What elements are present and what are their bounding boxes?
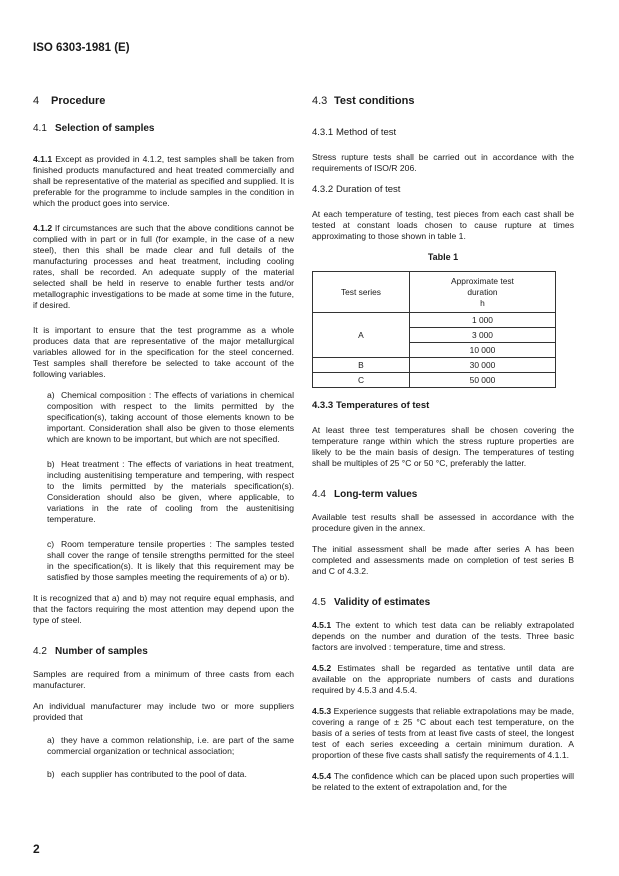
para-recognized: It is recognized that a) and b) may not require equal emphasis, and that the factors requiring the most attention may depend upon the type of steel.	[33, 593, 294, 625]
list-item-4-2-a: a) they have a common relationship, i.e. are part of the same commercial organization or technical association;	[47, 735, 294, 756]
table-row: C 50 000	[313, 373, 556, 388]
para-4-4-b: The initial assessment shall be made after series A has been completed and assessments made on completion of test series B and C of 4.3.2.	[312, 544, 574, 576]
para-4-5-2: 4.5.2 Estimates shall be regarded as tentative until data are available on the appropriate numbers of casts and durations required by 4.5.3 and 4.5.4.	[312, 663, 574, 695]
list-item-a: a) Chemical composition : The effects of variations in chemical composition with respect to the limits permitted by the specification(s), taking account of those elements known to be important. Consideration shall also be given to those elements which are known to be important, but which are not specified.	[47, 390, 294, 444]
page-number: 2	[33, 842, 40, 856]
table-row: 10 000	[313, 343, 556, 358]
heading-4-3: 4.3 Test conditions	[312, 95, 415, 107]
heading-4-4: 4.4 Long-term values	[312, 489, 418, 500]
table-caption: Table 1	[427, 252, 459, 262]
heading-4-3-3: 4.3.3 Temperatures of test	[312, 400, 430, 411]
heading-4-2: 4.2 Number of samples	[33, 646, 148, 657]
list-item-c: c) Room temperature tensile properties : The samples tested shall cover the range of tensile strengths permitted for the steel in the specification(s). It is likely that this requirement may be satisfied by those samples meeting the requirements of a) or b).	[47, 539, 294, 582]
col-header-series: Test series	[313, 272, 410, 313]
para-4-1-2: 4.1.2 If circumstances are such that the above conditions cannot be complied with in part or in full (for example, in the case of a new steel), then this shall be made clear and full details of the manufacturing processes and heat treatment, including cooling rates, shall be recorded. An adequate supply of the material selected shall be held in reserve to enable further tests and/or metallographic investigations to be made at some time in the future, if desired.	[33, 223, 294, 310]
para-4-2-b: An individual manufacturer may include two or more suppliers provided that	[33, 701, 294, 722]
para-4-2-a: Samples are required from a minimum of three casts from each manufacturer.	[33, 669, 294, 690]
test-duration-table	[312, 271, 556, 388]
para-4-3-1: Stress rupture tests shall be carried out in accordance with the requirements of ISO/R 206.	[312, 152, 574, 173]
list-item-4-2-b: b) each supplier has contributed to the pool of data.	[47, 769, 247, 779]
left-column	[33, 96, 294, 790]
table-row: B 30 000	[313, 358, 556, 373]
para-4-4-a: Available test results shall be assessed in accordance with the procedure given in the annex.	[312, 512, 574, 533]
table-row: 3 000	[313, 328, 556, 343]
para-important: It is important to ensure that the test programme as a whole produces data that are representative of the major metallurgical variables allowed for in the specification for the steel concerned. Test samples shall therefore be selected to take account of the following variables.	[33, 325, 294, 379]
right-column	[312, 96, 574, 803]
heading-4: 4 Procedure	[33, 95, 106, 107]
heading-4-3-2: 4.3.2 Duration of test	[312, 184, 401, 195]
heading-4-1: 4.1 Selection of samples	[33, 123, 155, 134]
para-4-5-3: 4.5.3 Experience suggests that reliable extrapolations may be made, covering a range of ± 25 °C about each test temperature, on the basis of a series of tests from at least five casts of steel, the longest test of each series exceeding a certain minimum duration. A proportion of these five casts shall satisfy the requirements of 4.1.1.	[312, 706, 574, 760]
table-row: A 1 000	[313, 313, 556, 328]
document-header: ISO 6303-1981 (E)	[33, 42, 130, 54]
para-4-3-2: At each temperature of testing, test pieces from each cast shall be tested at constant loads chosen to cause rupture at times approximating to those shown in table 1.	[312, 209, 574, 241]
heading-4-5: 4.5 Validity of estimates	[312, 597, 431, 608]
para-4-5-4: 4.5.4 The confidence which can be placed upon such properties will be related to the extent of extrapolation and, for the	[312, 771, 574, 792]
col-header-duration: Approximate test duration h	[409, 272, 555, 313]
para-4-1-1: 4.1.1 Except as provided in 4.1.2, test samples shall be taken from finished products manufactured and heat treated commercially and shall be representative of the material as specified and supplied. It is preferable for the programme to include samples in the condition in which the product goes into service.	[33, 154, 294, 208]
para-4-3-3: At least three test temperatures shall be chosen covering the temperature range within which the stress rupture properties are likely to be the main basis of design. The temperatures of testing shall be multiples of 25 °C or 50 °C, preferably the latter.	[312, 425, 574, 468]
heading-4-3-1: 4.3.1 Method of test	[312, 127, 397, 138]
para-4-5-1: 4.5.1 The extent to which test data can be reliably extrapolated depends on the number and duration of the tests. Three basic factors are involved : temperature, time and stress.	[312, 620, 574, 652]
list-item-b: b) Heat treatment : The effects of variations in heat treatment, including austenitising temperature and tempering, with respect to the limits permitted by the materials specification(s). Consideration should also be given, where applicable, to variations in the rate of cooling from the austenitising temperature.	[47, 459, 294, 524]
